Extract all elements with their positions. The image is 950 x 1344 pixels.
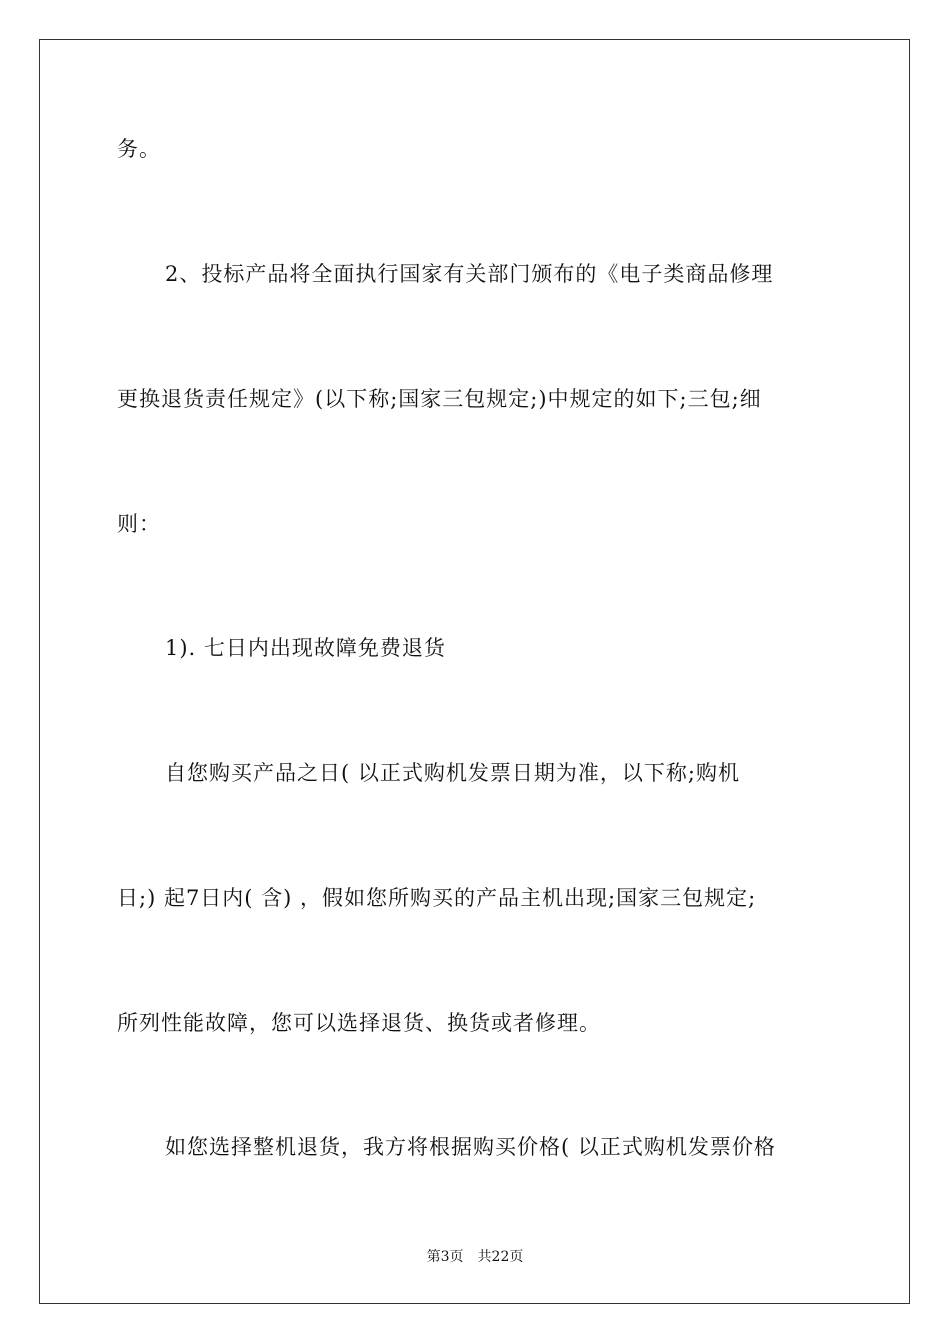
text-line-4: 则： [117,512,161,536]
text-line-1: 务。 [117,137,161,161]
text-line-5: 1). 七日内出现故障免费退货 [165,636,446,660]
text-line-7: 日;) 起7日内( 含) ，假如您所购买的产品主机出现;国家三包规定; [117,886,757,910]
text-line-3: 更换退货责任规定》(以下称;国家三包规定;)中规定的如下;三包;细 [117,387,762,411]
page-footer: 第3页 共22页 [426,1249,524,1265]
text-line-8: 所列性能故障，您可以选择退货、换货或者修理。 [117,1011,601,1035]
text-line-6: 自您购买产品之日( 以正式购机发票日期为准，以下称;购机 [165,761,740,785]
text-line-2: 2、投标产品将全面执行国家有关部门颁布的《电子类商品修理 [165,262,774,286]
page-border [39,39,910,1304]
text-line-9: 如您选择整机退货，我方将根据购买价格( 以正式购机发票价格 [165,1135,776,1159]
